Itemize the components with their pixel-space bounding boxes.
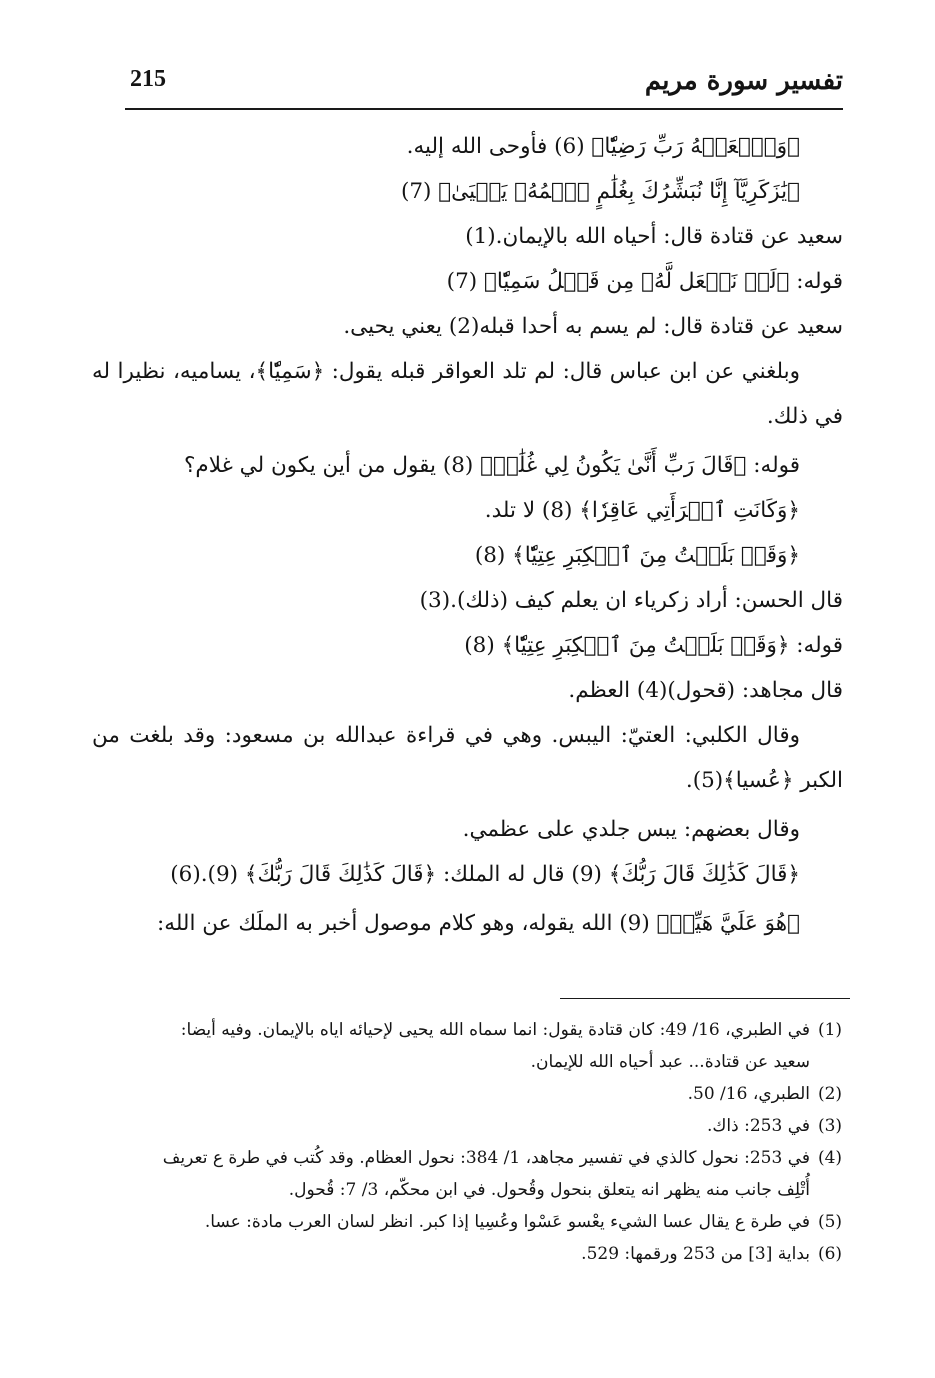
footnote xyxy=(150,1014,850,1078)
commentary-line: سعيد عن قتادة قال: لم يسم به أحدا قبله(2) يعني يحيى. xyxy=(343,314,843,339)
footnote xyxy=(150,1142,850,1206)
footnote-number: (5) xyxy=(817,1212,843,1232)
footnote-text: في 253: نحول كالذي في تفسير مجاهد، 1/ 384: نحول العظام. وقد كُتب في طرة ع تعريف أُتْلِف جانب منه يظهر انه يتعلق بنحول وقُحول. في ابن محكّم، 3/ 7: قُحول. xyxy=(162,1148,810,1200)
footnote-number: (3) xyxy=(817,1116,843,1136)
commentary-line: قال الحسن: أراد زكرياء ان يعلم كيف (ذلك).(3) xyxy=(419,588,843,613)
footnote-text: الطبري، 16/ 50. xyxy=(687,1084,810,1104)
footnote-number: (2) xyxy=(817,1084,843,1104)
footnote xyxy=(150,1206,850,1238)
commentary-line: قوله: ﴿وَقَدۡ بَلَغۡتُ مِنَ ٱلۡكِبَرِ عِتِيّٗا﴾ (8) xyxy=(464,633,843,658)
footnote-text: بداية [3] من 253 ورقمها: 529. xyxy=(581,1244,810,1264)
footnote-number: (6) xyxy=(817,1244,843,1264)
commentary-line: قوله: ﴿لَمۡ نَجۡعَل لَّهُۥ مِن قَبۡلُ سَمِيّٗا﴾ (7) xyxy=(446,269,843,294)
verse-line: ﴿يَٰزَكَرِيَّآ إِنَّا نُبَشِّرُكَ بِغُلَٰمٍ ٱسۡمُهُۥ يَحۡيَىٰ﴾ (7) xyxy=(400,179,800,204)
footnote-text: في 253: ذاك. xyxy=(707,1116,810,1136)
main-text xyxy=(92,124,843,946)
commentary-line: سعيد عن قتادة قال: أحياه الله بالإيمان.(1) xyxy=(465,224,843,249)
verse-line: ﴿وَٱجۡعَلۡهُ رَبِّ رَضِيّٗا﴾ (6) فأوحى الله إليه. xyxy=(406,134,800,159)
footnote xyxy=(150,1078,850,1110)
page-number: 215 xyxy=(130,66,166,92)
commentary-line: وقال بعضهم: يبس جلدي على عظمي. xyxy=(462,817,800,842)
running-header-title: تفسير سورة مريم xyxy=(644,66,843,96)
footnotes xyxy=(150,1014,850,1270)
footnote-separator xyxy=(560,998,850,999)
footnote xyxy=(150,1238,850,1270)
verse-line: ﴿وَقَدۡ بَلَغۡتُ مِنَ ٱلۡكِبَرِ عِتِيّٗا﴾ (8) xyxy=(474,543,800,568)
commentary-line: قال مجاهد: (قحول)(4) العظم. xyxy=(568,678,843,703)
commentary-paragraph: وقال الكلبي: العتيّ: اليبس. وهي في قراءة عبدالله بن مسعود: وقد بلغت من الكبر ﴿عُسيا﴾(5). xyxy=(92,723,843,793)
footnote-number: (1) xyxy=(817,1020,843,1040)
footnote-text: في طرة ع يقال عسا الشيء يعْسو عَسْوا وعُسِيا إذا كبر. انظر لسان العرب مادة: عسا. xyxy=(204,1212,810,1232)
verse-line: ﴿هُوَ عَلَيَّ هَيِّنٞ﴾ (9) الله يقوله، وهو كلام موصول أخبر به الملَك عن الله: xyxy=(157,911,800,936)
verse-line: ﴿وَكَانَتِ ٱمۡرَأَتِي عَاقِرٗا﴾ (8) لا تلد. xyxy=(484,498,800,523)
footnote xyxy=(150,1110,850,1142)
footnote-text: في الطبري، 16/ 49: كان قتادة يقول: انما سماه الله يحيى لإحيائه اياه بالإيمان. وفيه أيضا: سعيد عن قتادة... عبد أحياه الله للإيمان. xyxy=(180,1020,810,1072)
commentary-line: قوله: ﴿قَالَ رَبِّ أَنَّىٰ يَكُونُ لِي غُلَٰمٞ﴾ (8) يقول من أين يكون لي غلام؟ xyxy=(184,453,800,478)
commentary-paragraph: وبلغني عن ابن عباس قال: لم تلد العواقر قبله يقول: ﴿سَمِيّٗا﴾، يساميه، نظيرا له في ذلك. xyxy=(92,359,843,429)
header-rule xyxy=(125,108,843,110)
footnote-number: (4) xyxy=(817,1148,843,1168)
verse-paragraph: ﴿قَالَ كَذَٰلِكَ قَالَ رَبُّكَ﴾ (9) قال له الملك: ﴿قَالَ كَذَٰلِكَ قَالَ رَبُّكَ﴾ (9).(6) xyxy=(170,862,800,887)
